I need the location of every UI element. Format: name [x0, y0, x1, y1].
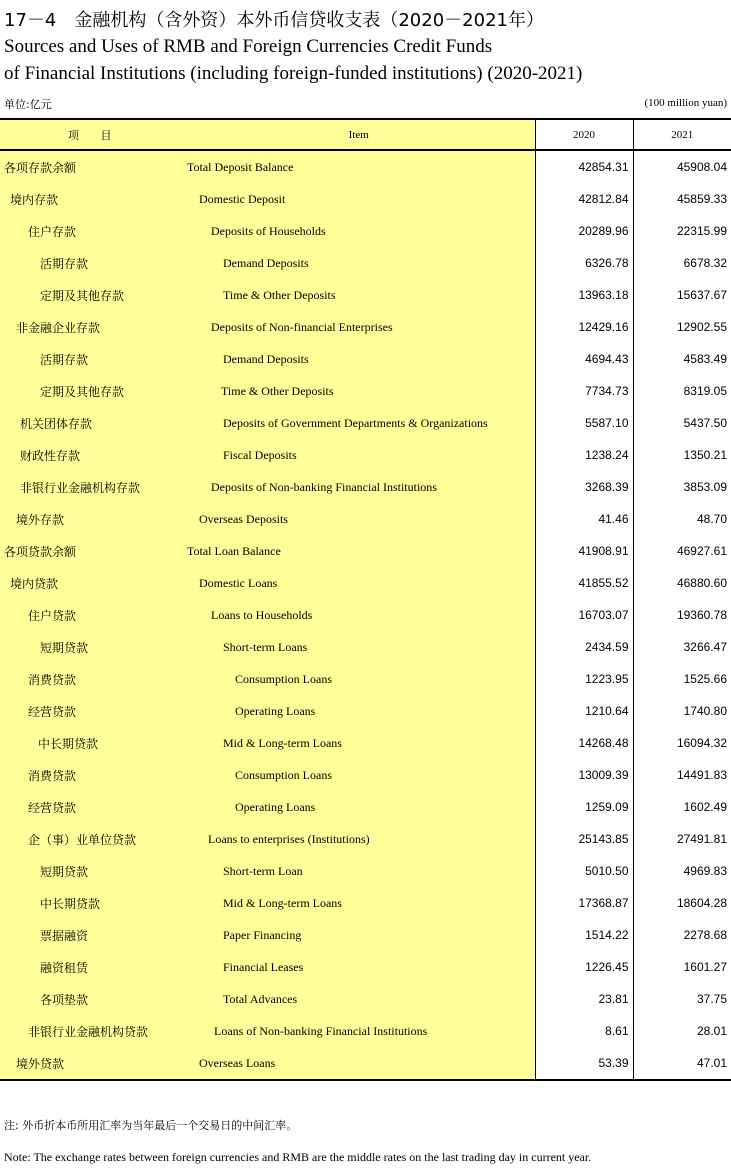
table-row: [0, 887, 731, 919]
value-2020: 16703.07: [535, 599, 633, 631]
value-2021: 27491.81: [676, 832, 727, 846]
table-row: [0, 631, 731, 663]
row-label-en: Paper Financing: [183, 919, 535, 951]
row-label-en: Consumption Loans: [183, 759, 535, 791]
row-label-en: Demand Deposits: [183, 247, 535, 279]
value-2021: 46927.61: [676, 544, 727, 558]
row-label-en: Total Advances: [183, 983, 535, 1015]
row-label-cn: 境内贷款: [0, 567, 183, 599]
value-2021: 28.01: [696, 1024, 727, 1038]
value-2021: 1740.80: [683, 704, 727, 718]
value-2020: 42854.31: [535, 150, 633, 183]
row-label-cn: 境外贷款: [0, 1047, 183, 1080]
row-label-en: Domestic Loans: [183, 567, 535, 599]
value-2020: 7734.73: [535, 375, 633, 407]
table-row: [0, 439, 731, 471]
table-row: [0, 215, 731, 247]
value-2020: 42812.84: [535, 183, 633, 215]
table-row: [0, 791, 731, 823]
header-item-cn: 项 目: [0, 119, 183, 150]
row-label-en: Time & Other Deposits: [183, 375, 535, 407]
value-2020: 12429.16: [535, 311, 633, 343]
row-label-en: Mid & Long-term Loans: [183, 887, 535, 919]
row-label-cn: 短期贷款: [0, 631, 183, 663]
row-label-cn: 票据融资: [0, 919, 183, 951]
table-row: [0, 183, 731, 215]
value-2021: 5437.50: [683, 416, 727, 430]
header-year-2021: 2021: [633, 119, 731, 150]
table-row: [0, 311, 731, 343]
value-2021: 22315.99: [676, 224, 727, 238]
row-label-cn: 活期存款: [0, 343, 183, 375]
table-row: [0, 663, 731, 695]
value-2021: 12902.55: [676, 320, 727, 334]
table-row: [0, 567, 731, 599]
value-2020: 5010.50: [535, 855, 633, 887]
value-2020: 25143.85: [535, 823, 633, 855]
value-2021: 3853.09: [683, 480, 727, 494]
value-2021: 15637.67: [676, 288, 727, 302]
row-label-en: Consumption Loans: [183, 663, 535, 695]
row-label-cn: 企（事）业单位贷款: [0, 823, 183, 855]
value-2021: 18604.28: [676, 896, 727, 910]
value-2020: 14268.48: [535, 727, 633, 759]
value-2020: 1238.24: [535, 439, 633, 471]
row-label-en: Deposits of Non-banking Financial Institutions: [183, 471, 535, 503]
row-label-cn: 各项存款余额: [0, 150, 183, 183]
value-2021: 19360.78: [676, 608, 727, 622]
row-label-cn: 非银行业金融机构贷款: [0, 1015, 183, 1047]
row-label-en: Operating Loans: [183, 791, 535, 823]
value-2020: 5587.10: [535, 407, 633, 439]
table-row: [0, 503, 731, 535]
table-row: [0, 759, 731, 791]
value-2020: 17368.87: [535, 887, 633, 919]
unit-label-cn: 单位:亿元: [4, 98, 52, 111]
table-row: [0, 727, 731, 759]
table-row: [0, 855, 731, 887]
table-row: [0, 279, 731, 311]
value-2020: 4694.43: [535, 343, 633, 375]
table-row: [0, 695, 731, 727]
row-label-cn: 境内存款: [0, 183, 183, 215]
row-label-en: Overseas Loans: [183, 1047, 535, 1080]
table-title-en-line1: Sources and Uses of RMB and Foreign Currencies Credit Funds: [4, 36, 493, 57]
row-label-cn: 住户贷款: [0, 599, 183, 631]
value-2020: 2434.59: [535, 631, 633, 663]
table-row: [0, 823, 731, 855]
value-2020: 13009.39: [535, 759, 633, 791]
row-label-cn: 活期存款: [0, 247, 183, 279]
value-2021: 47.01: [633, 1047, 731, 1080]
value-2020: 23.81: [535, 983, 633, 1015]
value-2021: 16094.32: [676, 736, 727, 750]
row-label-cn: 经营贷款: [0, 791, 183, 823]
value-2021: 3266.47: [683, 640, 727, 654]
value-2021: 45859.33: [676, 192, 727, 206]
value-2020: 53.39: [535, 1047, 633, 1080]
row-label-en: Financial Leases: [183, 951, 535, 983]
value-2020: 41.46: [535, 503, 633, 535]
row-label-en: Overseas Deposits: [183, 503, 535, 535]
value-2021: 4969.83: [683, 864, 727, 878]
value-2020: 1223.95: [535, 663, 633, 695]
value-2020: 1514.22: [535, 919, 633, 951]
row-label-cn: 经营贷款: [0, 695, 183, 727]
table-row: [0, 983, 731, 1015]
value-2020: 3268.39: [535, 471, 633, 503]
row-label-cn: 财政性存款: [0, 439, 183, 471]
row-label-en: Total Deposit Balance: [183, 150, 535, 183]
row-label-cn: 消费贷款: [0, 759, 183, 791]
row-label-en: Fiscal Deposits: [183, 439, 535, 471]
table-row: [0, 375, 731, 407]
value-2021: 37.75: [696, 992, 727, 1006]
value-2021: 1602.49: [683, 800, 727, 814]
table-row: [0, 247, 731, 279]
row-label-cn: 各项贷款余额: [0, 535, 183, 567]
table-row: [0, 599, 731, 631]
footnote-cn: 注: 外币折本币所用汇率为当年最后一个交易日的中间汇率。: [4, 1119, 298, 1132]
row-label-cn: 境外存款: [0, 503, 183, 535]
row-label-en: Short-term Loan: [183, 855, 535, 887]
value-2020: 1210.64: [535, 695, 633, 727]
row-label-cn: 非金融企业存款: [0, 311, 183, 343]
value-2020: 20289.96: [535, 215, 633, 247]
row-label-cn: 各项垫款: [0, 983, 183, 1015]
table-row: [0, 951, 731, 983]
value-2020: 41908.91: [535, 535, 633, 567]
row-label-cn: 短期贷款: [0, 855, 183, 887]
value-2021: 1525.66: [683, 672, 727, 686]
value-2021: 4583.49: [683, 352, 727, 366]
row-label-en: Loans to Households: [183, 599, 535, 631]
row-label-cn: 住户存款: [0, 215, 183, 247]
header-year-2020: 2020: [535, 119, 633, 150]
value-2021: 1601.27: [683, 960, 727, 974]
row-label-en: Deposits of Households: [183, 215, 535, 247]
row-label-cn: 机关团体存款: [0, 407, 183, 439]
value-2020: 8.61: [535, 1015, 633, 1047]
row-label-en: Deposits of Government Departments & Organizations: [183, 407, 535, 439]
row-label-cn: 融资租赁: [0, 951, 183, 983]
unit-label-en: (100 million yuan): [644, 97, 727, 109]
value-2021: 48.70: [696, 512, 727, 526]
value-2021: 6678.32: [683, 256, 727, 270]
value-2020: 41855.52: [535, 567, 633, 599]
credit-funds-table: [0, 118, 731, 1081]
table-title-cn: 17－4 金融机构（含外资）本外币信贷收支表（2020－2021年）: [4, 10, 544, 31]
table-row: [0, 1015, 731, 1047]
value-2021: 46880.60: [676, 576, 727, 590]
table-row: [0, 343, 731, 375]
table-row: [0, 919, 731, 951]
header-item-en: Item: [183, 119, 535, 150]
table-row: [0, 471, 731, 503]
row-label-en: Deposits of Non-financial Enterprises: [183, 311, 535, 343]
table-row: [0, 1047, 731, 1080]
table-title-en-line2: of Financial Institutions (including foreign-funded institutions) (2020-2021): [4, 63, 583, 84]
row-label-cn: 消费贷款: [0, 663, 183, 695]
row-label-cn: 非银行业金融机构存款: [0, 471, 183, 503]
value-2020: 13963.18: [535, 279, 633, 311]
table-row: [0, 150, 731, 183]
row-label-en: Operating Loans: [183, 695, 535, 727]
table-header-row: [0, 119, 731, 150]
value-2021: 2278.68: [683, 928, 727, 942]
row-label-en: Loans to enterprises (Institutions): [183, 823, 535, 855]
row-label-en: Time & Other Deposits: [183, 279, 535, 311]
footnote-en: Note: The exchange rates between foreign currencies and RMB are the middle rates on the last trading day in current year.: [4, 1150, 592, 1164]
row-label-cn: 定期及其他存款: [0, 375, 183, 407]
value-2020: 6326.78: [535, 247, 633, 279]
row-label-cn: 定期及其他存款: [0, 279, 183, 311]
row-label-cn: 中长期贷款: [0, 727, 183, 759]
row-label-en: Short-term Loans: [183, 631, 535, 663]
value-2020: 1259.09: [535, 791, 633, 823]
row-label-cn: 中长期贷款: [0, 887, 183, 919]
value-2021: 1350.21: [683, 448, 727, 462]
value-2020: 1226.45: [535, 951, 633, 983]
row-label-en: Loans of Non-banking Financial Institutions: [183, 1015, 535, 1047]
row-label-en: Mid & Long-term Loans: [183, 727, 535, 759]
row-label-en: Domestic Deposit: [183, 183, 535, 215]
row-label-en: Demand Deposits: [183, 343, 535, 375]
value-2021: 14491.83: [676, 768, 727, 782]
table-row: [0, 407, 731, 439]
table-row: [0, 535, 731, 567]
value-2021: 8319.05: [683, 384, 727, 398]
row-label-en: Total Loan Balance: [183, 535, 535, 567]
value-2021: 45908.04: [676, 160, 727, 174]
